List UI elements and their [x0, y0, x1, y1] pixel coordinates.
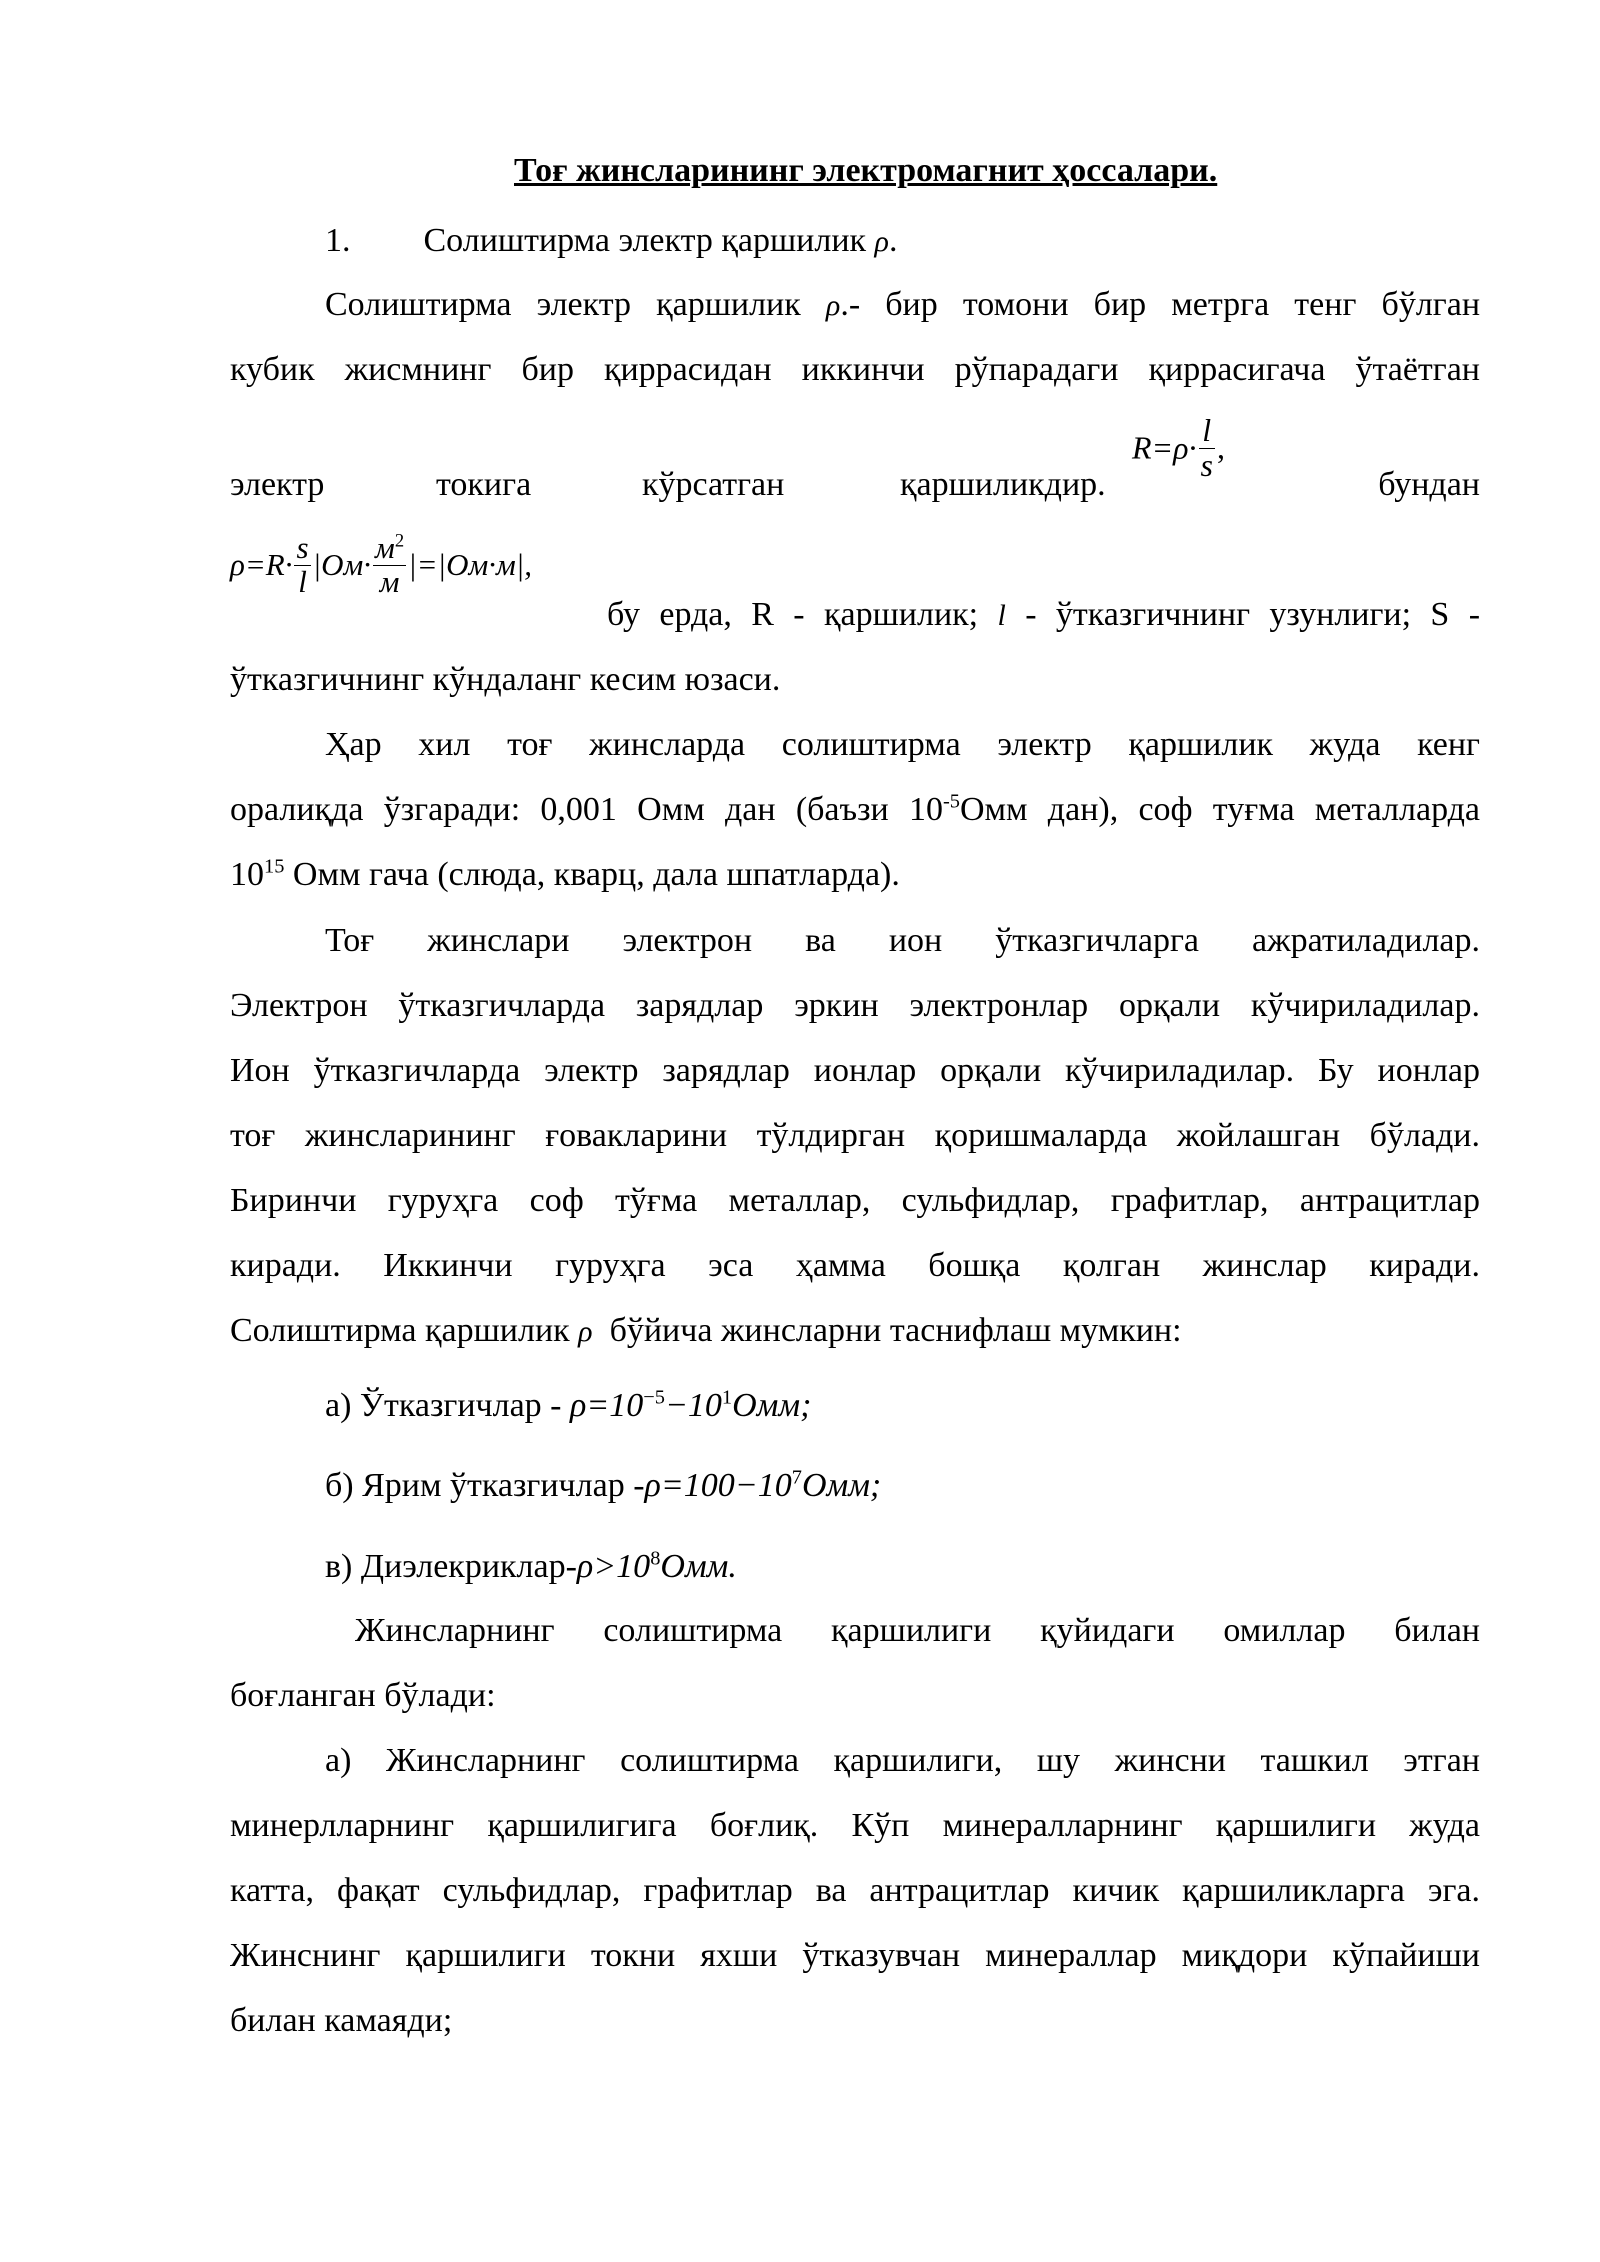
para2-line1 [325, 726, 1480, 764]
fraction-denominator: s [1200, 446, 1213, 483]
para1-line1-text: Солиштирма электр қаршилик [325, 286, 801, 323]
fraction-numerator: s [296, 530, 309, 565]
fraction-denominator: l [298, 563, 307, 599]
para3-line7-text: Солиштирма қаршилик [230, 1312, 570, 1349]
para3-line3: Ион ўтказгичларда электр зарядлар ионлар орқали кўчириладилар. Бу ионлар [230, 1052, 1480, 1089]
list-item-formula [577, 1548, 737, 1585]
word: бундан [1378, 466, 1480, 503]
para3-line4: тоғ жинсларининг ғовакларини тўлдирган қоришмаларда жойлашган бўлади. [230, 1117, 1480, 1154]
para1-line5: ўтказгичнинг кўндаланг кесим юзаси. [230, 661, 781, 698]
para2-line1-text: Ҳар хил тоғ жинсларда солиштирма электр қаршилик жуда кенг [325, 726, 1480, 763]
fraction [1199, 414, 1215, 482]
para3-line7-text-b: бўйича жинсларни таснифлаш мумкин: [592, 1312, 1182, 1349]
para4-line1 [355, 1612, 1480, 1650]
para2-line2-text-b: Омм дан), соф туғма металларда [959, 791, 1481, 828]
list-item-label: а) Ўтказгичлар - [325, 1387, 570, 1424]
formula-resistivity [230, 532, 532, 598]
para1-line4-text-b: - ўтказгичнинг узунлиги; S - [1025, 596, 1481, 633]
list-item [325, 1548, 737, 1586]
para2-line3-text-b: Омм гача (слюда, кварц, дала шпатларда). [284, 856, 900, 893]
page-title: Тоғ жинсларининг электромагнит ҳоссалари. [514, 152, 1218, 189]
para1-line2: кубик жисмнинг бир қиррасидан иккинчи рўпарадаги қиррасигача ўтаётган [230, 351, 1480, 388]
unit-fraction [373, 532, 406, 598]
superscript: −5 [643, 1386, 665, 1409]
formula-unit: Омм; [801, 1467, 882, 1504]
formula-unit: Омм; [732, 1387, 812, 1424]
word: қаршиликдир. [900, 466, 1106, 503]
formula-lhs: ρ=R· [230, 547, 293, 583]
section-heading [325, 222, 897, 260]
section-heading-text: Солиштирма электр қаршилик [423, 222, 867, 259]
para3-line6: киради. Иккинчи гуруҳга эса ҳамма бошқа қолган жинслар киради. [230, 1247, 1480, 1284]
word: кўрсатган [642, 466, 785, 503]
formula-abs-left: |Ом· [312, 547, 372, 583]
para5-line1-text: а) Жинсларнинг солиштирма қаршилиги, шу жинсни ташкил этган [325, 1742, 1480, 1779]
para3-line1-text: Тоғ жинслари электрон ва ион ўтказгичларга ажратиладилар. [325, 922, 1480, 959]
para1-line4 [607, 596, 1480, 634]
fraction-denominator: м [379, 563, 400, 599]
para5-line3: катта, фақат сульфидлар, графитлар ва антрацитлар кичик қаршиликларга эга. [230, 1872, 1480, 1909]
l-symbol: l [997, 599, 1006, 632]
para3-line2: Электрон ўтказгичларда зарядлар эркин электронлар орқали кўчириладилар. [230, 987, 1480, 1024]
formula-part: ρ=100−10 [644, 1467, 792, 1504]
para1-line1-text-b: .- бир томони бир метрга тенг бўлган [840, 286, 1481, 323]
section-heading-end: . [888, 222, 898, 259]
para2-line3 [230, 856, 1480, 894]
list-item-formula [570, 1387, 811, 1424]
para5-line2: минерлларнинг қаршилигига боғлиқ. Кўп минералларнинг қаршилиги жуда [230, 1807, 1480, 1844]
para3-line7 [230, 1312, 1480, 1350]
rho-symbol: ρ [578, 1315, 593, 1348]
superscript: 8 [650, 1547, 661, 1570]
formula-abs-right: |=|Ом·м|, [408, 547, 533, 583]
para5-line5: билан камаяди; [230, 2002, 453, 2039]
para1-line1 [325, 286, 1480, 324]
list-item [325, 1387, 811, 1425]
superscript: 15 [264, 855, 285, 878]
para4-line1-text: Жинсларнинг солиштирма қаршилиги қуйидаги омиллар билан [355, 1612, 1480, 1649]
para3-line5: Биринчи гуруҳга соф тўғма металлар, сульфидлар, графитлар, антрацитлар [230, 1182, 1480, 1219]
formula-resistance [1132, 414, 1225, 482]
formula-part: −10 [664, 1387, 722, 1424]
fraction [294, 532, 310, 598]
list-item [325, 1467, 881, 1505]
num-unit: м [375, 530, 395, 565]
word: электр [230, 466, 325, 503]
list-item-label: б) Ярим ўтказгичлар - [325, 1467, 645, 1504]
list-item-formula [645, 1467, 882, 1504]
superscript: 1 [721, 1386, 733, 1409]
rho-symbol: ρ [874, 225, 889, 258]
formula-part: ρ>10 [576, 1548, 651, 1585]
formula-unit: Омм. [660, 1548, 737, 1585]
word: токига [436, 466, 532, 503]
formula-part: ρ=10 [570, 1387, 644, 1424]
superscript: -5 [942, 790, 960, 813]
para2-line2-text: оралиқда ўзгаради: 0,001 Омм дан (баъзи 10 [230, 791, 943, 828]
list-item-label: в) Диэлекриклар- [325, 1548, 577, 1585]
rho-symbol: ρ [825, 289, 841, 322]
para4-line2: боғланган бўлади: [230, 1677, 496, 1714]
formula-comma: , [1216, 429, 1225, 466]
para5-line4: Жинснинг қаршилиги токни яхши ўтказувчан минераллар миқдори кўпайиши [230, 1937, 1480, 1974]
para2-line3-text: 10 [230, 856, 264, 893]
para5-line1 [325, 1742, 1480, 1780]
para3-line1 [325, 922, 1480, 960]
para1-line4-text: бу ерда, R - қаршилик; [607, 596, 979, 633]
fraction-numerator: l [1202, 412, 1212, 448]
superscript: 2 [394, 530, 405, 552]
section-number: 1. [325, 222, 351, 259]
superscript: 7 [791, 1466, 802, 1489]
para2-line2 [230, 791, 1480, 829]
fraction-numerator [373, 532, 406, 566]
formula-lhs: R=ρ· [1132, 429, 1197, 466]
